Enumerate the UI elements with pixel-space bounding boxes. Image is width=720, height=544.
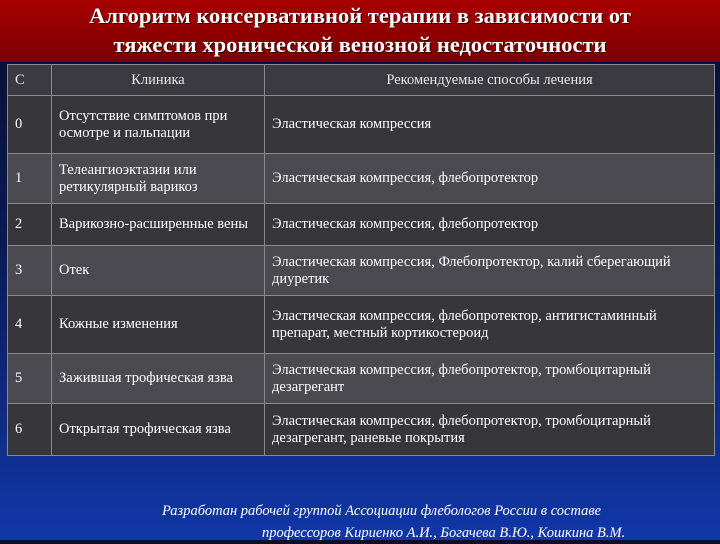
cell-clinic: Отсутствие симптомов при осмотре и пальпации — [52, 96, 265, 154]
header-treatment: Рекомендуемые способы лечения — [265, 65, 715, 96]
cell-c: 0 — [8, 96, 52, 154]
treatment-table — [7, 64, 715, 456]
header-clinic: Клиника — [52, 65, 265, 96]
cell-clinic: Открытая трофическая язва — [52, 404, 265, 456]
cell-c: 1 — [8, 154, 52, 204]
table-row — [8, 404, 715, 456]
cell-treatment: Эластическая компрессия, флебопротектор, тромбоцитарный дезагрегант, раневые покрытия — [265, 404, 715, 456]
header-c: С — [8, 65, 52, 96]
slide-title — [0, 0, 720, 62]
title-line-1: Алгоритм консервативной терапии в зависимости от — [89, 3, 631, 28]
cell-clinic: Кожные изменения — [52, 296, 265, 354]
table-header-row — [8, 65, 715, 96]
cell-clinic: Отек — [52, 246, 265, 296]
footer-line-1: Разработан рабочей группой Ассоциации флебологов России в составе — [162, 503, 602, 519]
cell-treatment: Эластическая компрессия, флебопротектор, антигистаминный препарат, местный кортикостероид — [265, 296, 715, 354]
cell-treatment: Эластическая компрессия, флебопротектор, тромбоцитарный дезагрегант — [265, 354, 715, 404]
table-row — [8, 154, 715, 204]
cell-c: 4 — [8, 296, 52, 354]
table-row — [8, 96, 715, 154]
cell-treatment: Эластическая компрессия, флебопротектор — [265, 204, 715, 246]
table-row — [8, 204, 715, 246]
cell-clinic: Варикозно-расширенные вены — [52, 204, 265, 246]
cell-treatment: Эластическая компрессия, Флебопротектор, калий сберегающий диуретик — [265, 246, 715, 296]
footer-line-2: профессоров Кириенко А.И., Богачева В.Ю., Кошкина В.М. — [262, 525, 626, 541]
footer-credits — [162, 500, 720, 544]
cell-clinic: Телеангиоэктазии или ретикулярный варикоз — [52, 154, 265, 204]
cell-c: 2 — [8, 204, 52, 246]
cell-treatment: Эластическая компрессия, флебопротектор — [265, 154, 715, 204]
cell-clinic: Зажившая трофическая язва — [52, 354, 265, 404]
cell-c: 3 — [8, 246, 52, 296]
table-row — [8, 296, 715, 354]
cell-treatment: Эластическая компрессия — [265, 96, 715, 154]
title-line-2: тяжести хронической венозной недостаточности — [113, 32, 607, 57]
table-row — [8, 354, 715, 404]
cell-c: 6 — [8, 404, 52, 456]
table-row — [8, 246, 715, 296]
cell-c: 5 — [8, 354, 52, 404]
